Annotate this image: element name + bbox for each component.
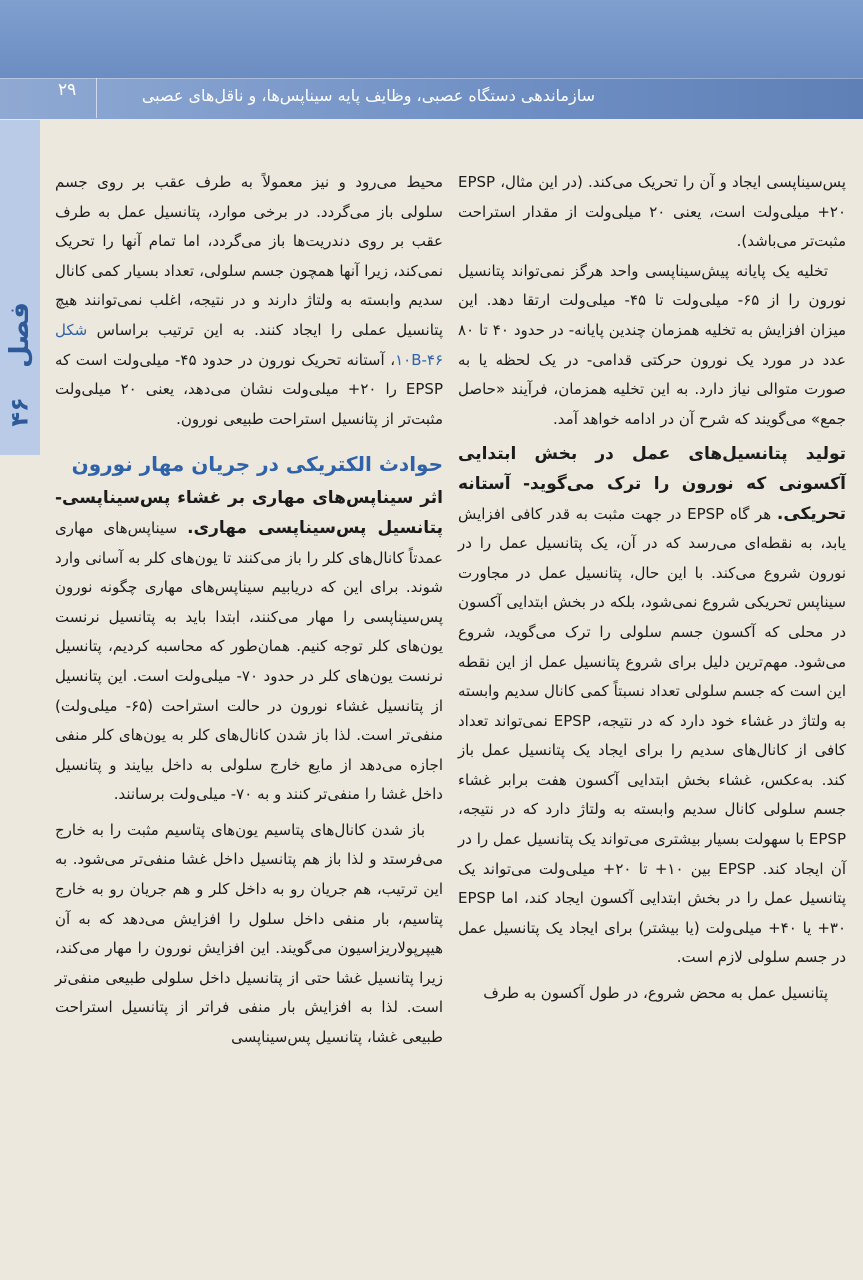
paragraph-text: ، آستانه تحریک نورون در حدود ‎-۴۵ میلی‌ولت است که EPSP را ‎+۲۰ میلی‌ولت نشان می‌دهد، یعنی ۲۰ میلی‌ولت مثبت‌تر از پتانسیل استراحت طبیعی نورون. xyxy=(55,350,443,428)
paragraph: پتانسیل عمل به محض شروع، در طول آکسون به طرف xyxy=(483,984,828,1003)
figure-reference-link[interactable]: شکل ۱۰B-۴۶ xyxy=(55,320,444,369)
paragraph: تخلیه یک پایانه پیش‌سیناپسی واحد هرگز نمی‌تواند پتانسیل نورون را از ‎-۶۵ میلی‌ولت تا ‎-۴۵ میلی‌ولت ارتقا دهد. این میزان افزایش به تخلیه همزمان چندین پایانه- در حدود ۴۰ تا ۸۰ عدد در مورد یک نورون حرکتی قدامی- در یک لحظه یا به صورت متوالی نیاز دارد. به این تخلیه همزمان، فرآیند «حاصل جمع» می‌گویند که شرح آن در ادامه خواهد آمد. xyxy=(458,261,847,428)
run-in-heading: اثر سیناپس‌های مهاری بر غشاء پس‌سیناپسی- پتانسیل پس‌سیناپسی مهاری. xyxy=(55,488,443,538)
page-number: ۲۹ xyxy=(58,80,77,100)
paragraph xyxy=(458,440,846,973)
header-divider xyxy=(96,78,97,118)
running-title: سازماندهی دستگاه عصبی، وظایف پایه سیناپس‌ها، و ناقل‌های عصبی xyxy=(141,86,595,105)
left-text-column xyxy=(55,168,443,1053)
paragraph: پس‌سیناپسی ایجاد و آن را تحریک می‌کند. (در این مثال، EPSP ‎+۲۰ میلی‌ولت است، یعنی ۲۰ میلی‌ولت از مقدار استراحت مثبت‌تر می‌باشد). xyxy=(458,173,846,251)
paragraph: باز شدن کانال‌های پتاسیم یون‌های پتاسیم مثبت را به خارج می‌فرستد و لذا باز هم پتانسیل داخل غشا منفی‌تر می‌شود. به این ترتیب، هم جریان رو به داخل کلر و هم جریان رو به خارج پتاسیم، بار منفی داخل سلول را افزایش می‌دهد که به آن هیپرپولاریزاسیون می‌گویند. این افزایش نورون را مهار می‌کند، زیرا پتانسیل غشا حتی از پتانسیل داخل سلولی طبیعی منفی‌تر است. لذا به افزایش بار منفی فراتر از پتانسیل استراحت طبیعی غشا، پتانسیل پس‌سیناپسی xyxy=(55,820,443,1047)
chapter-label: فصل xyxy=(5,302,36,368)
right-text-column xyxy=(458,168,846,1009)
chapter-number: ۴۶ xyxy=(5,397,34,427)
section-title: حوادث الکتریکی در جریان مهار نورون xyxy=(71,452,443,477)
paragraph-body: هر گاه EPSP در جهت مثبت به قدر کافی افزایش یابد، به نقطه‌ای می‌رسد که در آن، یک پتانسیل عمل را در نورون شروع می‌کند. با این حال، پتانسیل عمل در مجاورت سیناپس تحریکی شروع نمی‌شود، بلکه در بخش ابتدایی آکسون در محلی که آکسون جسم سلولی را ترک می‌گوید، شروع می‌شود. مهم‌ترین دلیل برای شروع پتانسیل عمل از این نقطه این است که جسم سلولی تعداد نسبتاً کمی کانال سدیم وابسته به ولتاژ در غشاء خود دارد که در نتیجه، EPSP نمی‌تواند تعداد کافی از کانال‌های سدیم را برای ایجاد یک پتانسیل عمل باز کند. به‌عکس، غشاء بخش ابتدایی آکسون هفت برابر غشاء جسم سلولی کانال سدیم وابسته به ولتاژ دارد که در نتیجه، EPSP با سهولت بسیار بیشتری می‌تواند یک پتانسیل عمل را در آن ایجاد کند. EPSP بین ‎+۱۰ تا ‎+۲۰ میلی‌ولت می‌تواند یک پتانسیل عمل را در بخش ابتدایی آکسون ایجاد کند، اما EPSP ‎+۳۰ یا ‎+۴۰ میلی‌ولت (یا بیشتر) برای ایجاد یک پتانسیل عمل در جسم سلولی لازم است. xyxy=(458,504,847,967)
run-in-heading: تولید پتانسیل‌های عمل در بخش ابتدایی آکسونی که نورون را ترک می‌گوید- آستانه تحریکی. xyxy=(458,444,846,524)
paragraph xyxy=(55,168,443,434)
paragraph xyxy=(55,484,443,810)
page-header xyxy=(0,0,863,118)
paragraph-body: سیناپس‌های مهاری عمدتاً کانال‌های کلر را باز می‌کنند تا یون‌های کلر به آسانی وارد شوند. برای این که دریابیم سیناپس‌های مهاری چگونه نورون پس‌سیناپسی را مهار می‌کنند، ابتدا باید به پتانسیل نرنست یون‌های کلر توجه کنیم. همان‌طور که محاسبه کردیم، پتانسیل نرنست یون‌های کلر در حدود ‎-۷۰ میلی‌ولت است. این پتانسیل از پتانسیل غشاء نورون در حالت استراحت (‎-۶۵ میلی‌ولت) منفی‌تر است. لذا باز شدن کانال‌های کلر به یون‌های کلر منفی اجازه می‌دهد از مایع خارج سلولی به داخل بیایند و پتانسیل داخل غشا را منفی‌تر کنند و به ‎-۷۰ میلی‌ولت برسانند. xyxy=(55,518,443,804)
chapter-side-tab xyxy=(0,120,40,455)
paragraph-text: محیط می‌رود و نیز معمولاً به طرف عقب بر روی جسم سلولی باز می‌گردد. در برخی موارد، پتانسیل عمل به طرف عقب بر روی دندریت‌ها باز می‌گردد، اما تمام آنها را تحریک نمی‌کند، زیرا آنها همچون جسم سلولی، تعداد بسیار کمی کانال سدیم وابسته به ولتاژ دارند و در نتیجه، اغلب نمی‌توانند هیچ پتانسیل عملی را ایجاد کنند. به این ترتیب براساس xyxy=(55,173,443,339)
